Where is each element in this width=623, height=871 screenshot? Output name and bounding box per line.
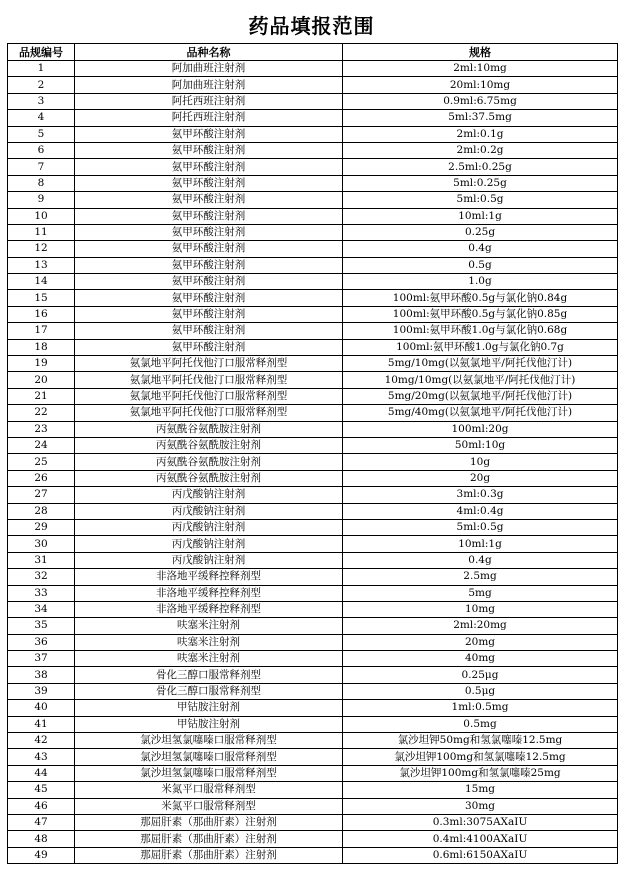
cell-spec: 40mg xyxy=(343,651,618,667)
cell-spec: 2.5mg xyxy=(343,569,618,585)
cell-name: 丙戊酸钠注射剂 xyxy=(75,503,343,519)
cell-spec: 3ml:0.3g xyxy=(343,487,618,503)
cell-id: 10 xyxy=(8,208,75,224)
cell-spec: 5mg xyxy=(343,585,618,601)
cell-id: 42 xyxy=(8,733,75,749)
cell-spec: 2ml:10mg xyxy=(343,61,618,77)
cell-name: 氨甲环酸注射剂 xyxy=(75,208,343,224)
cell-spec: 5mg/10mg(以氨氯地平/阿托伐他汀计) xyxy=(343,356,618,372)
cell-id: 18 xyxy=(8,339,75,355)
cell-name: 丙戊酸钠注射剂 xyxy=(75,536,343,552)
cell-spec: 5mg/20mg(以氨氯地平/阿托伐他汀计) xyxy=(343,388,618,404)
cell-name: 氯沙坦氢氯噻嗪口服常释剂型 xyxy=(75,749,343,765)
cell-name: 丙戊酸钠注射剂 xyxy=(75,487,343,503)
table-row xyxy=(8,61,618,77)
cell-id: 22 xyxy=(8,405,75,421)
cell-spec: 100ml:氨甲环酸1.0g与氯化钠0.68g xyxy=(343,323,618,339)
cell-id: 5 xyxy=(8,126,75,142)
table-row xyxy=(8,651,618,667)
cell-id: 40 xyxy=(8,700,75,716)
cell-id: 16 xyxy=(8,306,75,322)
cell-spec: 4ml:0.4g xyxy=(343,503,618,519)
cell-name: 丙氨酰谷氨酰胺注射剂 xyxy=(75,421,343,437)
cell-id: 36 xyxy=(8,634,75,650)
table-row xyxy=(8,536,618,552)
cell-id: 15 xyxy=(8,290,75,306)
table-row xyxy=(8,798,618,814)
table-row xyxy=(8,388,618,404)
cell-name: 氨甲环酸注射剂 xyxy=(75,142,343,158)
table-row xyxy=(8,552,618,568)
cell-id: 7 xyxy=(8,159,75,175)
cell-id: 3 xyxy=(8,93,75,109)
cell-id: 43 xyxy=(8,749,75,765)
cell-id: 35 xyxy=(8,618,75,634)
table-row xyxy=(8,257,618,273)
cell-name: 氨甲环酸注射剂 xyxy=(75,192,343,208)
table-row xyxy=(8,323,618,339)
table-row xyxy=(8,585,618,601)
cell-id: 13 xyxy=(8,257,75,273)
cell-name: 阿托西班注射剂 xyxy=(75,110,343,126)
cell-spec: 0.4g xyxy=(343,241,618,257)
table-row xyxy=(8,93,618,109)
cell-spec: 100ml:氨甲环酸0.5g与氯化钠0.84g xyxy=(343,290,618,306)
table-row xyxy=(8,159,618,175)
cell-spec: 100ml:氨甲环酸0.5g与氯化钠0.85g xyxy=(343,306,618,322)
cell-name: 骨化三醇口服常释剂型 xyxy=(75,667,343,683)
cell-id: 21 xyxy=(8,388,75,404)
table-row xyxy=(8,601,618,617)
table-row xyxy=(8,339,618,355)
cell-id: 31 xyxy=(8,552,75,568)
cell-name: 丙氨酰谷氨酰胺注射剂 xyxy=(75,454,343,470)
cell-name: 那屈肝素（那曲肝素）注射剂 xyxy=(75,831,343,847)
cell-id: 26 xyxy=(8,470,75,486)
cell-spec: 0.5g xyxy=(343,257,618,273)
cell-spec: 20mg xyxy=(343,634,618,650)
cell-spec: 5mg/40mg(以氨氯地平/阿托伐他汀计) xyxy=(343,405,618,421)
cell-name: 非洛地平缓释控释剂型 xyxy=(75,601,343,617)
table-row xyxy=(8,716,618,732)
table-row xyxy=(8,421,618,437)
cell-id: 11 xyxy=(8,224,75,240)
table-body xyxy=(8,61,618,864)
cell-id: 37 xyxy=(8,651,75,667)
cell-spec: 氯沙坦钾100mg和氢氯噻嗪12.5mg xyxy=(343,749,618,765)
cell-spec: 2ml:0.1g xyxy=(343,126,618,142)
cell-id: 46 xyxy=(8,798,75,814)
cell-spec: 0.3ml:3075AXaIU xyxy=(343,814,618,830)
cell-spec: 0.4ml:4100AXaIU xyxy=(343,831,618,847)
cell-id: 23 xyxy=(8,421,75,437)
cell-name: 氨甲环酸注射剂 xyxy=(75,339,343,355)
table-row xyxy=(8,618,618,634)
cell-spec: 50ml:10g xyxy=(343,437,618,453)
cell-name: 氨甲环酸注射剂 xyxy=(75,306,343,322)
cell-name: 氨甲环酸注射剂 xyxy=(75,224,343,240)
cell-name: 氯沙坦氢氯噻嗪口服常释剂型 xyxy=(75,765,343,781)
cell-id: 29 xyxy=(8,519,75,535)
cell-id: 38 xyxy=(8,667,75,683)
cell-name: 丙戊酸钠注射剂 xyxy=(75,519,343,535)
cell-id: 41 xyxy=(8,716,75,732)
table-row xyxy=(8,372,618,388)
cell-id: 19 xyxy=(8,356,75,372)
cell-name: 那屈肝素（那曲肝素）注射剂 xyxy=(75,814,343,830)
table-row xyxy=(8,454,618,470)
table-row xyxy=(8,405,618,421)
cell-name: 那屈肝素（那曲肝素）注射剂 xyxy=(75,847,343,863)
cell-id: 32 xyxy=(8,569,75,585)
table-row xyxy=(8,782,618,798)
cell-id: 48 xyxy=(8,831,75,847)
cell-name: 阿加曲班注射剂 xyxy=(75,61,343,77)
cell-id: 6 xyxy=(8,142,75,158)
cell-name: 氨甲环酸注射剂 xyxy=(75,323,343,339)
cell-id: 34 xyxy=(8,601,75,617)
cell-spec: 10ml:1g xyxy=(343,208,618,224)
table-row xyxy=(8,356,618,372)
cell-spec: 0.25μg xyxy=(343,667,618,683)
cell-id: 4 xyxy=(8,110,75,126)
cell-name: 丙氨酰谷氨酰胺注射剂 xyxy=(75,437,343,453)
cell-name: 米氮平口服常释剂型 xyxy=(75,798,343,814)
cell-id: 1 xyxy=(8,61,75,77)
cell-id: 20 xyxy=(8,372,75,388)
table-row xyxy=(8,847,618,863)
cell-name: 氨甲环酸注射剂 xyxy=(75,257,343,273)
cell-spec: 2ml:0.2g xyxy=(343,142,618,158)
cell-spec: 1ml:0.5mg xyxy=(343,700,618,716)
cell-spec: 20ml:10mg xyxy=(343,77,618,93)
cell-id: 24 xyxy=(8,437,75,453)
cell-spec: 10g xyxy=(343,454,618,470)
table-row xyxy=(8,175,618,191)
cell-name: 氨甲环酸注射剂 xyxy=(75,241,343,257)
cell-spec: 10mg/10mg(以氨氯地平/阿托伐他汀计) xyxy=(343,372,618,388)
cell-spec: 2ml:20mg xyxy=(343,618,618,634)
cell-spec: 氯沙坦钾50mg和氢氯噻嗪12.5mg xyxy=(343,733,618,749)
cell-spec: 20g xyxy=(343,470,618,486)
table-row xyxy=(8,749,618,765)
cell-id: 39 xyxy=(8,683,75,699)
cell-spec: 15mg xyxy=(343,782,618,798)
cell-spec: 0.6ml:6150AXaIU xyxy=(343,847,618,863)
table-row xyxy=(8,126,618,142)
cell-name: 氨氯地平阿托伐他汀口服常释剂型 xyxy=(75,372,343,388)
cell-spec: 5ml:0.25g xyxy=(343,175,618,191)
cell-name: 氨甲环酸注射剂 xyxy=(75,175,343,191)
cell-id: 2 xyxy=(8,77,75,93)
table-row xyxy=(8,487,618,503)
page-title: 药品填报范围 xyxy=(248,14,375,38)
cell-spec: 1.0g xyxy=(343,274,618,290)
cell-id: 27 xyxy=(8,487,75,503)
table-row xyxy=(8,437,618,453)
header-id: 品规编号 xyxy=(8,44,75,61)
cell-id: 12 xyxy=(8,241,75,257)
cell-spec: 氯沙坦钾100mg和氢氯噻嗪25mg xyxy=(343,765,618,781)
table-row xyxy=(8,634,618,650)
table-row xyxy=(8,667,618,683)
cell-name: 氨甲环酸注射剂 xyxy=(75,126,343,142)
cell-spec: 0.5μg xyxy=(343,683,618,699)
table-row xyxy=(8,503,618,519)
table-row xyxy=(8,241,618,257)
cell-spec: 30mg xyxy=(343,798,618,814)
cell-name: 氨氯地平阿托伐他汀口服常释剂型 xyxy=(75,388,343,404)
cell-spec: 0.25g xyxy=(343,224,618,240)
table-row xyxy=(8,192,618,208)
table-row xyxy=(8,700,618,716)
table-row xyxy=(8,208,618,224)
cell-name: 丙戊酸钠注射剂 xyxy=(75,552,343,568)
header-name: 品种名称 xyxy=(75,44,343,61)
cell-name: 呋塞米注射剂 xyxy=(75,651,343,667)
cell-name: 氯沙坦氢氯噻嗪口服常释剂型 xyxy=(75,733,343,749)
cell-id: 45 xyxy=(8,782,75,798)
drug-table xyxy=(7,43,618,864)
cell-name: 呋塞米注射剂 xyxy=(75,634,343,650)
table-row xyxy=(8,569,618,585)
table-row xyxy=(8,814,618,830)
header-spec: 规格 xyxy=(343,44,618,61)
cell-name: 阿托西班注射剂 xyxy=(75,93,343,109)
cell-name: 甲钴胺注射剂 xyxy=(75,716,343,732)
table-row xyxy=(8,765,618,781)
cell-name: 氨氯地平阿托伐他汀口服常释剂型 xyxy=(75,356,343,372)
table-row xyxy=(8,110,618,126)
cell-id: 47 xyxy=(8,814,75,830)
table-row xyxy=(8,77,618,93)
cell-spec: 5ml:0.5g xyxy=(343,519,618,535)
cell-name: 氨甲环酸注射剂 xyxy=(75,159,343,175)
cell-name: 骨化三醇口服常释剂型 xyxy=(75,683,343,699)
cell-id: 44 xyxy=(8,765,75,781)
cell-id: 17 xyxy=(8,323,75,339)
table-row xyxy=(8,470,618,486)
table-row xyxy=(8,224,618,240)
cell-name: 阿加曲班注射剂 xyxy=(75,77,343,93)
table-row xyxy=(8,519,618,535)
cell-name: 米氮平口服常释剂型 xyxy=(75,782,343,798)
table-row xyxy=(8,831,618,847)
cell-spec: 100ml:氨甲环酸1.0g与氯化钠0.7g xyxy=(343,339,618,355)
cell-name: 非洛地平缓释控释剂型 xyxy=(75,585,343,601)
table-row xyxy=(8,290,618,306)
table-row xyxy=(8,306,618,322)
cell-id: 8 xyxy=(8,175,75,191)
cell-name: 氨甲环酸注射剂 xyxy=(75,290,343,306)
cell-spec: 5ml:37.5mg xyxy=(343,110,618,126)
cell-id: 30 xyxy=(8,536,75,552)
cell-id: 25 xyxy=(8,454,75,470)
cell-id: 14 xyxy=(8,274,75,290)
cell-spec: 5ml:0.5g xyxy=(343,192,618,208)
header-row xyxy=(8,44,618,61)
cell-name: 丙氨酰谷氨酰胺注射剂 xyxy=(75,470,343,486)
cell-id: 49 xyxy=(8,847,75,863)
cell-spec: 10ml:1g xyxy=(343,536,618,552)
table-row xyxy=(8,733,618,749)
cell-id: 28 xyxy=(8,503,75,519)
cell-name: 氨氯地平阿托伐他汀口服常释剂型 xyxy=(75,405,343,421)
cell-name: 甲钴胺注射剂 xyxy=(75,700,343,716)
cell-spec: 100ml:20g xyxy=(343,421,618,437)
cell-id: 9 xyxy=(8,192,75,208)
cell-spec: 0.4g xyxy=(343,552,618,568)
cell-spec: 0.9ml:6.75mg xyxy=(343,93,618,109)
table-row xyxy=(8,683,618,699)
cell-name: 非洛地平缓释控释剂型 xyxy=(75,569,343,585)
cell-name: 呋塞米注射剂 xyxy=(75,618,343,634)
cell-spec: 0.5mg xyxy=(343,716,618,732)
cell-id: 33 xyxy=(8,585,75,601)
cell-spec: 10mg xyxy=(343,601,618,617)
table-row xyxy=(8,274,618,290)
cell-name: 氨甲环酸注射剂 xyxy=(75,274,343,290)
cell-spec: 2.5ml:0.25g xyxy=(343,159,618,175)
table-row xyxy=(8,142,618,158)
